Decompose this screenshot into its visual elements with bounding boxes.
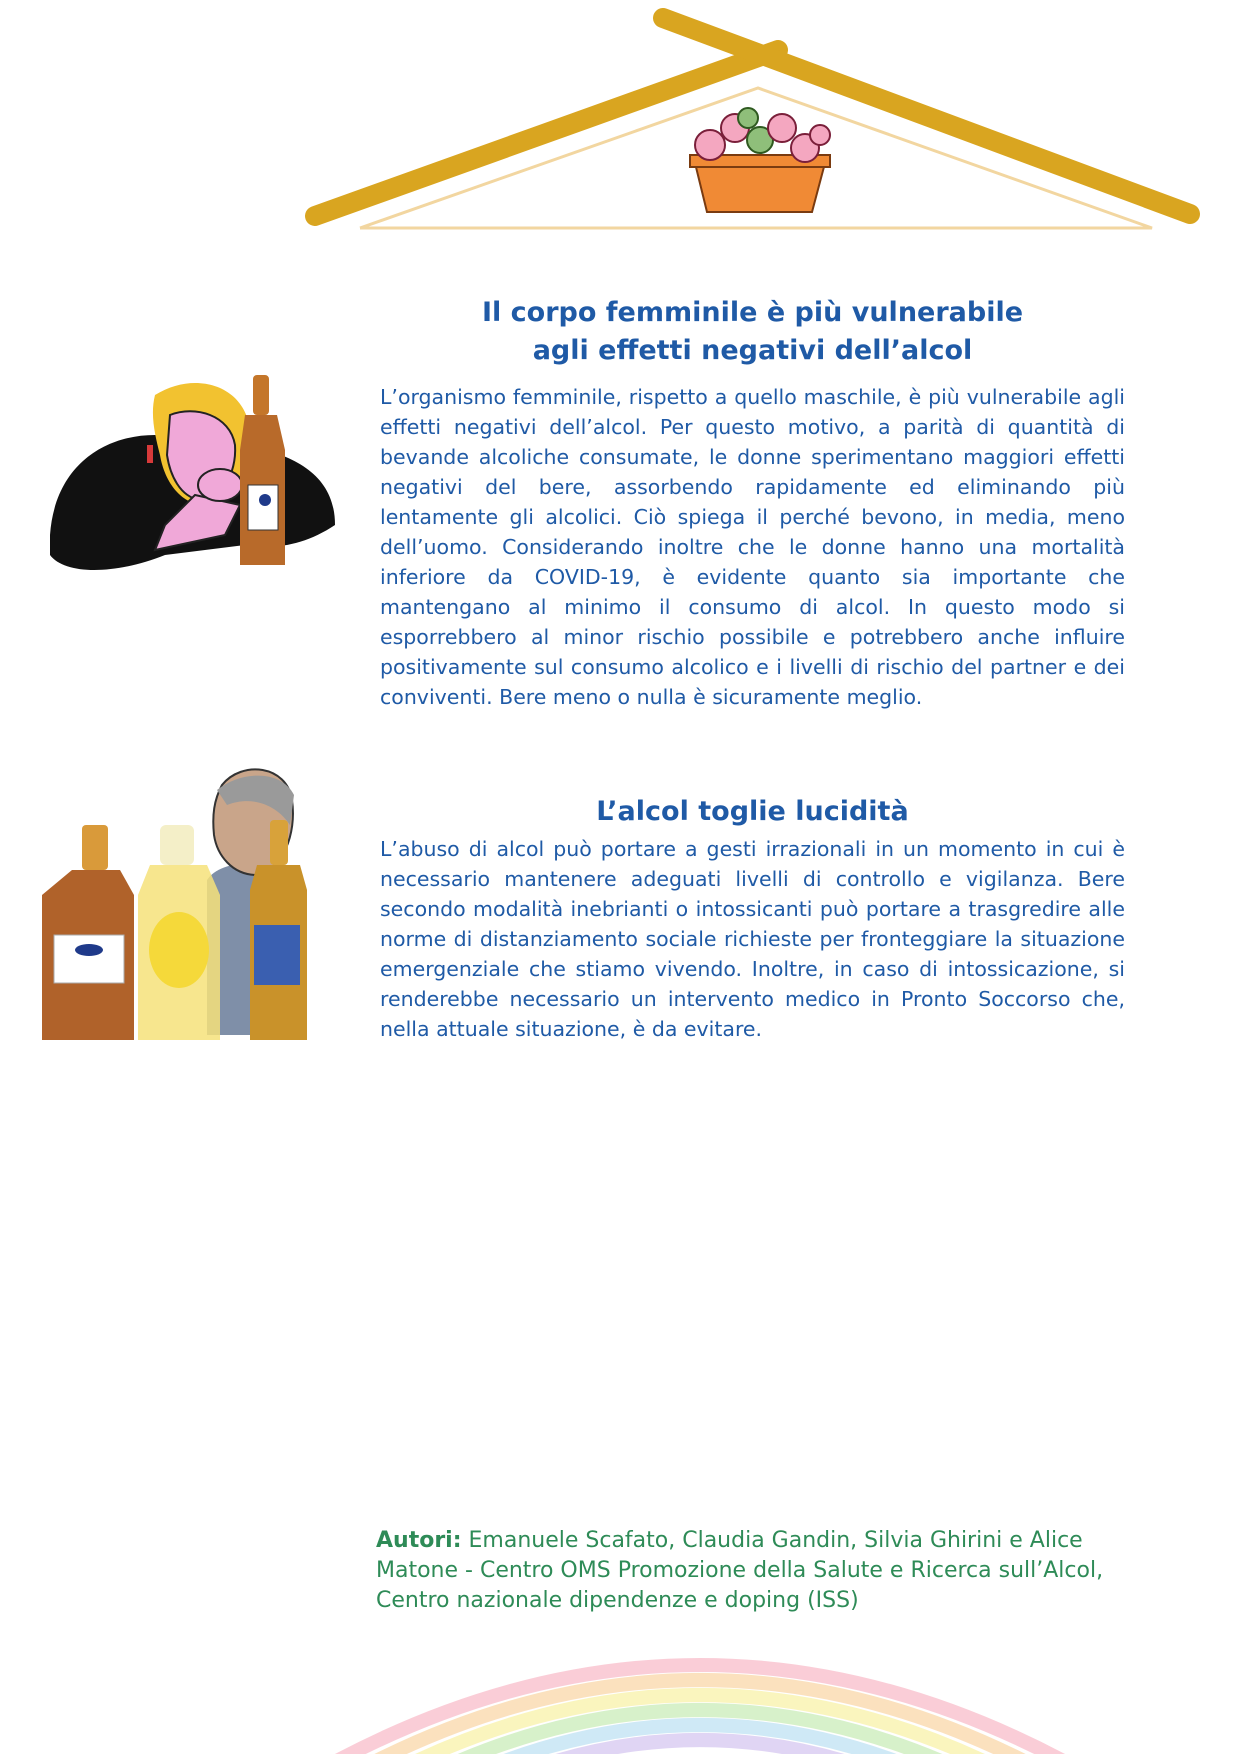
section-2-body: L’abuso di alcol può portare a gesti irrazionali in un momento in cui è necessario mantenere adeguati livelli di controllo e vigilanza. Bere secondo modalità inebrianti o intossicanti può portare a trasgredire alle norme di distanziamento sociale richieste per fronteggiare la situazione emergenziale che stiamo vivendo. Inoltre, in caso di intossicazione, si renderebbe necessario un intervento medico in Pronto Soccorso che, nella attuale situazione, è da evitare. <box>380 837 1125 1041</box>
section-1-title-line2: agli effetti negativi dell’alcol <box>532 335 973 366</box>
authors-text: Emanuele Scafato, Claudia Gandin, Silvia Ghirini e Alice Matone - Centro OMS Promozione della Salute e Ricerca sull’Alcol, Centro nazionale dipendenze e doping (ISS) <box>376 1528 1104 1613</box>
authors-label: Autori: <box>376 1528 462 1553</box>
section-1-title <box>380 294 1125 370</box>
authors-credit <box>376 1526 1126 1616</box>
man-bottles-illustration <box>42 765 332 1040</box>
roof-illustration <box>0 0 1240 260</box>
woman-drinking-illustration <box>45 375 345 580</box>
section-2-title: L’alcol toglie lucidità <box>596 796 909 827</box>
section-1-title-line1: Il corpo femminile è più vulnerabile <box>481 297 1024 328</box>
section-1-body: L’organismo femminile, rispetto a quello maschile, è più vulnerabile agli effetti negativi dell’alcol. Per questo motivo, a parità di quantità di bevande alcoliche consumate, le donne sperimentano maggiori effetti negativi del bere, assorbendo rapidamente ed eliminando più lentamente gli alcolici. Ciò spiega il perché bevono, in media, meno dell’uomo. Considerando inoltre che le donne hanno una mortalità inferiore da COVID-19, è evidente quanto sia importante che mantengano al minimo il consumo di alcol. In questo modo si esporrebbero al minor rischio possibile e potrebbero anche influire positivamente sul consumo alcolico e i livelli di rischio del partner e dei conviventi. Bere meno o nulla è sicuramente meglio. <box>380 385 1125 709</box>
rainbow-illustration <box>300 1620 1100 1754</box>
flower-planter-icon <box>690 108 830 212</box>
